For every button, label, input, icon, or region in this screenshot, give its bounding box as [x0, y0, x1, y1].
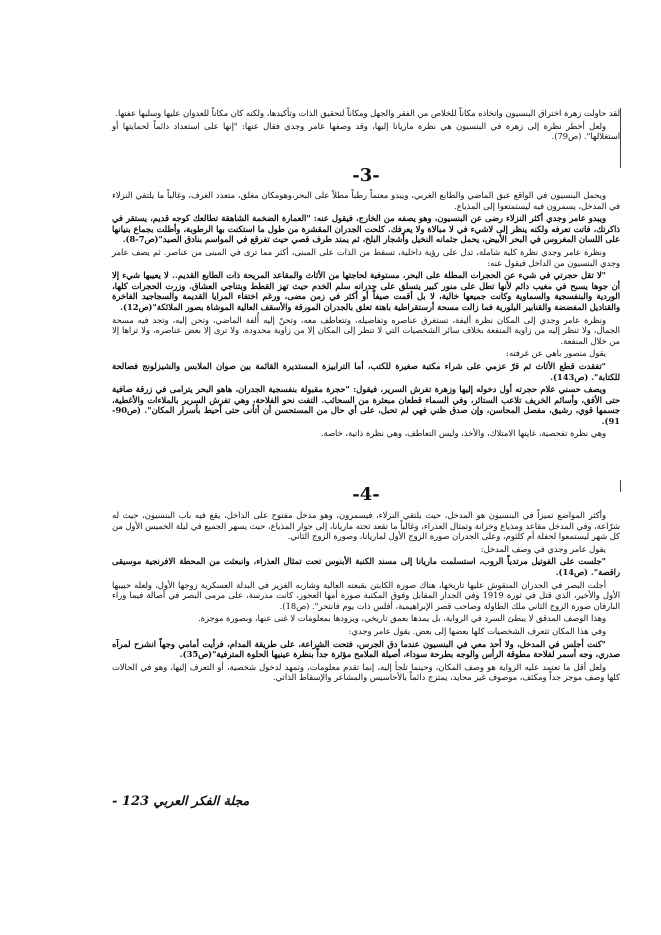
- intro-paragraph: لقد حاولت زهرة اختراق البنسيون واتخاذه مكاناً للخلاص من الفقر والجهل ومكاناً لتحقيق الذات وتأكيدها، ولكنه كان مكاناً للعدوان عليها وسلبها عفتها.: [115, 108, 620, 118]
- body-paragraph: أجلت البصر في الجدران المنقوش عليها تاريخها، هناك صورة الكابتن بقبعته العالية وشاربه الغزير في البدلة العسكرية زوجها الأول، ولعله حبيبها الأول والأخير، الذي قتل في ثورة 1919 وفي الجدار المقابل وفوق المكتبة صورة أمها العجوز، كانت مدرسة، على مرمى البصر في أصالة فيما وراء البارفان صورة الزوج الثاني ملك الطاولة وصاحب قصر الإبراهيمية، أفلس ذات يوم فانتحر". (ص18).: [112, 579, 620, 611]
- body-paragraph: وأكثر المواضع تميزاً في البنسيون هو المدخل، حيث يلتقي النزلاء، فيسمرون، وهو مدخل مفتوح على الداخل، يقع فيه باب البنسيون، حيث له شرّاعة، وفي المدخل مقاعد ومذياع وخزانة وتمثال العذراء، وغالباً ما تقعد تحته ماريانا، إلى جوار المذياع، حيث يسهر الجميع في ليلة الخميس الأول من كل شهر ليستمعوا لحفلة أم كلثوم، وعلى الجدران صورة الزوج الأول لماريانا، وصورة الزوج الثاني.: [112, 510, 620, 542]
- journal-name: مجلة الفكر العربي: [153, 793, 250, 808]
- quote-paragraph: ويبدو عامر وجدي أكثر النزلاء رضى عن البنسيون، وهو يصفه من الخارج، فيقول عنه: "العمارة الضخمة الشاهقة تطالعك كوجه قديم، يستقر في ذاكرتك، فاتت تعرفه ولكنه ينظر إلى لاشيء في لا مبالاة ولا يعرفك. كلحت الجدران المقشرة من طول ما استكنت بها الرطوبة، وأطلت بجماع بنيانها على اللسان المغروس في البحر الأبيض، يحمل جثمانه النخيل وأشجار البلخ، ثم يمتد طرف قصي حيث تفرقع في المواسم بنادق الصيد"(ص7-8).: [112, 213, 620, 245]
- body-paragraph: ويحمل البنسيون في الواقع عبق الماضي والطابع الغربي، ويبدو معتماً رطباً مطلاً على البحر،وهومكان مغلق، متعدد الغرف، وغالباً ما يلتقي النزلاء في المدخل، يسمرون فيه ليستمتعوا إلى المذياع.: [112, 190, 620, 211]
- body-paragraph: يقول منصور باهي عن غرفته:: [506, 348, 606, 359]
- margin-rule-middle: [620, 480, 621, 492]
- body-paragraph: ولعل أقل ما تعتمد عليه الرواية هو وصف المكان، وحينما تلجأ إليه، إنما تقدم معلومات، وتمهد لدخول شخصية، أو التعرف إليها، وهو في الحالات كلها وصف موجز جداً ومكثف، موصوف غير محايد، يمتزج دائماً بالأحاسيس والمشاعر والإسقاط الذاتي.: [112, 661, 620, 683]
- body-paragraph: يقول عامر وجدي في وصف المدخل:: [480, 543, 606, 554]
- page-footer: [112, 793, 249, 809]
- page-number: 123 -: [112, 794, 150, 809]
- section-heading: -4-: [352, 484, 380, 505]
- quote-paragraph: "جلست على الفوتيل مرتدياً الروب، استسلمت ماريانا إلى مسند الكنبة الأبنوس تحت تمثال العذراء، وانبعثت من المحطة الافرنجية موسيقى راقصة". (ص14).: [112, 556, 620, 577]
- margin-rule-top: [620, 108, 621, 168]
- intro-paragraph: ولعل أخطر نظرة إلى زهرة في البنسيون هي نظرة ماريانا إليها، وقد وصفها عامر وجدي فقال عنها: "إنها على استعداد دائماً لحمايتها أو استغلالها". (ص79).: [112, 120, 620, 142]
- body-paragraph: ونظرة عامر وجدي نظرة كلية شاملة، تدل على رؤية داخلية، تسقط من الذات على المبنى، أكثر مما ترى في المبنى من عناصر. ثم يصف عامر وجدي البنسيون من الداخل فيقول عنه:: [112, 246, 620, 268]
- quote-paragraph: "لا تقل حجرتي في شيء عن الحجرات المطلة على البحر، مستوفية لحاجتها من الأثاث والمقاعد المريحة ذات الطابع القديم.. لا يعيبها شيء إلا أن جوها يسبح في مغيب دائم لأنها تطل على منور كبير يتسلق على جدرانه سلم الخدم حيث تهز القطط وبتناجي العشاق. وزرت الحجرات كلها، الوردية والبنفسجية والسماوية وكانت جميعها خالية، لا بل أقمت صيفاً أو أكثر في زمن مضى، ورغم اختفاء المرايا القديمة والسجاجيد الفاخرة والقناديل المفضضة والقنابير البلورية فما زالت مسحة أرستقراطية باهتة تعلق بالجدران المورقة والأسقف العالية الموشاة بصور الملائكة"(ص12).: [112, 270, 620, 312]
- body-paragraph: وهي نظرة تفحصية، غايتها الامتلاك، والأخذ، وليس التعاطف، وهي نظرة ذاتية، خاصة.: [320, 428, 606, 439]
- section-4-body: [112, 510, 620, 685]
- intro-block: [112, 108, 620, 144]
- quote-paragraph: "كنت أجلس في المدخل، ولا أحد معي في البنسيون عندما دق الجرس، فتحت الشراعة، على طريقة المدام، فرأيت أمامي وجهاً انشرح لمرآه صدري، وجه أسمر لفلاحة مطوقة الرأس والوجه بطرحة سوداء، أصيلة الملامح مؤثرة جداً بنظرة عينيها الحلوة المترفية"(ص35).: [112, 638, 620, 660]
- section-3-body: [112, 190, 620, 441]
- section-heading: -3-: [352, 165, 380, 186]
- body-paragraph: وهذا الوصف المدقق لا يبطئ السرد في الرواية، بل يمدها بعمق تاريخي، ويزودها بمعلومات لا غنى عنها، وبصورة موجزة.: [197, 613, 606, 624]
- body-paragraph: ونظرة عامر وجدي إلى المكان نظرة أليفة، تستغرق عناصره وتفاصيله، وتتعاطف معه، وتحنّ إليه أُلفة الماضي، وتحن إليه، وتجد فيه مسحة الجمال، ولا تنظر إليه من زاوية المنفعة بخلاف سائر الشخصيات التي لا تنظر إلى المكان إلا من زاوية محدودة، ولا ترى إلا بعض عناصره، ولا تراها إلا من خلال المنفعة.: [112, 314, 620, 346]
- quote-paragraph: ويصف حسني علام حجرته أول دخوله إليها وزهرة تفرش السرير، فيقول: "حجرة مقبولة بنفسجية الجدران، هاهو البحر يترامى في زرقة صافية حتى الأفق، وأسائم الخريف تلاعب الستائر، وفي السماء قطعان مبعثرة من السحائب. التفت نحو الفلاحة، وهي تفرش السرير بالملاءات والأغطية، جسمها قوي، رشيق، مفصل المحاسن، وإن صدق ظني فهي لم تحبل، على أي حال من المستحسن أن أتأنى حتى أحيط بأسرار المكان". (ص90-91).: [112, 384, 620, 426]
- quote-paragraph: "تفقدت قطع الأثاث ثم قرّ عزمي على شراء مكتبة صغيرة للكتب، أما الترابيزة المستديرة القائمة بين صوان الملابس والشيزلونج فصالحة للكتابة". (ص143).: [112, 360, 620, 382]
- body-paragraph: وفي هذا المكان تتعرف الشخصيات كلها بعضها إلى بعض. يقول عامر وجدي:: [348, 625, 606, 636]
